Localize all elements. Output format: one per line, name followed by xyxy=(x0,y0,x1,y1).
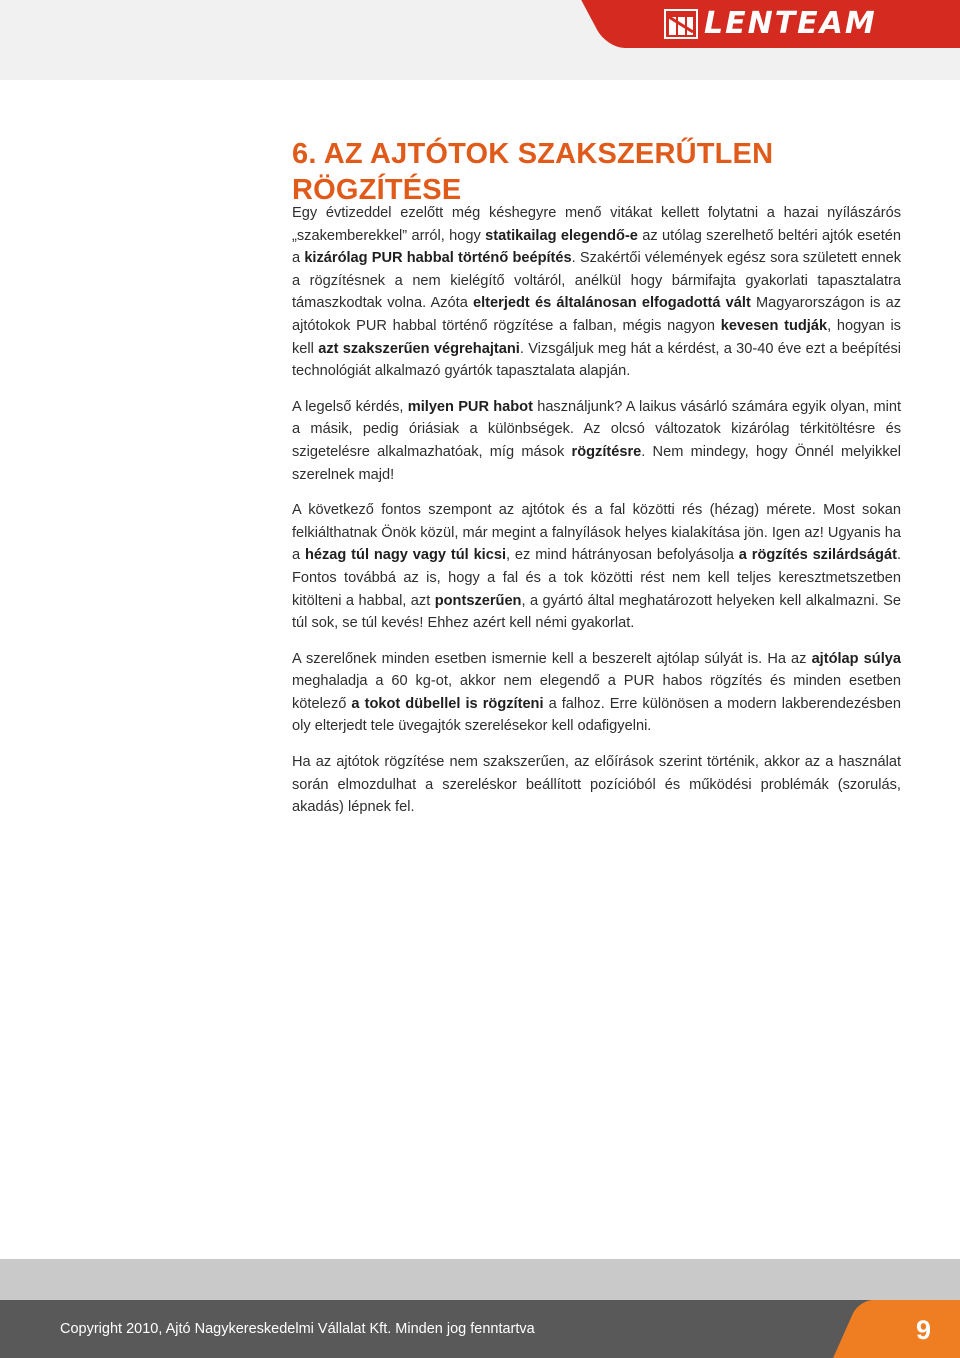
bold-phrase: ajtólap súlya xyxy=(811,650,901,667)
text-run: meghaladja a 60 kg-ot, akkor nem elegendő a PUR habos rögzítés és minden esetben kötelező xyxy=(292,673,901,712)
logo-text: LENTEAM xyxy=(704,6,877,41)
paragraph xyxy=(292,751,901,819)
text-run: Ha az ajtótok rögzítése nem szakszerűen, az előírások szerint történik, akkor az a használat során elmozdulhat a szereléskor beállított pozícióból és működési problémák (szorulás, akadás) lépnek fel. xyxy=(292,754,901,816)
footer-band xyxy=(0,1259,960,1301)
bold-phrase: rögzítésre xyxy=(571,443,642,460)
text-run: Egy évtizeddel ezelőtt még késhegyre menő vitákat kellett folytatni a hazai nyílászárós „szakemberekkel” arról, hogy xyxy=(292,205,901,244)
bold-phrase: a tokot dübellel is rögzíteni xyxy=(351,695,544,712)
text-run: , ez mind hátrányosan befolyásolja xyxy=(506,547,739,564)
text-run: . Vizsgáljuk meg hát a kérdést, a 30-40 éve ezt a beépítési technológiát alkalmazó gyártók tapasztalata alapján. xyxy=(292,340,902,380)
bold-phrase: a rögzítés szilárdságát xyxy=(738,547,897,564)
text-run: Magyarországon is az ajtótokok PUR habbal történő rögzítése a falban, mégis nagyon xyxy=(292,295,901,334)
bold-phrase: kevesen tudják xyxy=(720,317,828,334)
paragraph xyxy=(292,499,901,635)
lenteam-mark-icon xyxy=(664,8,698,40)
bold-phrase: kizárólag PUR habbal történő beépítés xyxy=(304,250,572,267)
text-run: . Fontos továbbá az is, hogy a fal és a tok közötti rést nem kell teljes keresztmetszetben kitölteni a habbal, azt xyxy=(292,547,901,609)
page-number: 9 xyxy=(916,1315,932,1345)
bold-phrase: elterjedt és általánosan elfogadottá vált xyxy=(473,295,751,312)
text-run: A legelső kérdés, xyxy=(292,398,408,415)
bold-phrase: azt szakszerűen végrehajtani xyxy=(318,340,520,357)
paragraph xyxy=(292,396,901,486)
text-run: A következő fontos szempont az ajtótok és a fal közötti rés (hézag) mérete. Most sokan felkiálthatnak Önök közül, már megint a falnyílások helyes kialakítása jön. Igen az! Ugyanis ha a xyxy=(292,502,901,564)
bold-phrase: statikailag elegendő-e xyxy=(485,227,638,244)
bold-phrase: hézag túl nagy vagy túl kicsi xyxy=(304,547,507,564)
paragraph xyxy=(292,202,901,383)
paragraph xyxy=(292,648,901,738)
page-title: 6. AZ AJTÓTOK SZAKSZERŰTLEN RÖGZÍTÉSE xyxy=(292,138,774,206)
text-run: . Nem mindegy, hogy Önnél melyikkel szerelnek majd! xyxy=(292,443,901,483)
text-run: használjunk? A laikus vásárló számára egyik olyan, mint a másik, pedig óriásiak a különbségek. Az olcsó változatok kizárólag térkitöltésre és szigetelésre alkalmazhatóak, míg mások xyxy=(292,398,902,460)
text-run: , hogyan is kell xyxy=(292,317,901,357)
text-run: , a gyártó által meghatározott helyeken kell alkalmazni. Se túl sok, se túl kevés! Ehhez azért kell némi gyakorlat. xyxy=(292,592,901,632)
article-body xyxy=(292,202,901,832)
bold-phrase: pontszerűen xyxy=(434,592,522,609)
bold-phrase: milyen PUR habot xyxy=(407,398,533,415)
logo xyxy=(664,6,877,42)
text-run: az utólag szerelhető beltéri ajtók esetén a xyxy=(292,227,901,267)
copyright-text: Copyright 2010, Ajtó Nagykereskedelmi Vállalat Kft. Minden jog fenntartva xyxy=(60,1321,535,1337)
text-run: A szerelőnek minden esetben ismernie kell a beszerelt ajtólap súlyát is. Ha az xyxy=(292,650,812,667)
text-run: . Szakértői vélemények egész sora született ennek a rögzítésnek a nem kielégítő voltáról, anélkül hogy bármifajta gyakorlati tapasztalatra támaszkodtak volna. Azóta xyxy=(292,250,902,312)
text-run: a falhoz. Erre különösen a modern lakberendezésben oly elterjedt tele üvegajtók szerelésekor kell odafigyelni. xyxy=(292,695,901,735)
